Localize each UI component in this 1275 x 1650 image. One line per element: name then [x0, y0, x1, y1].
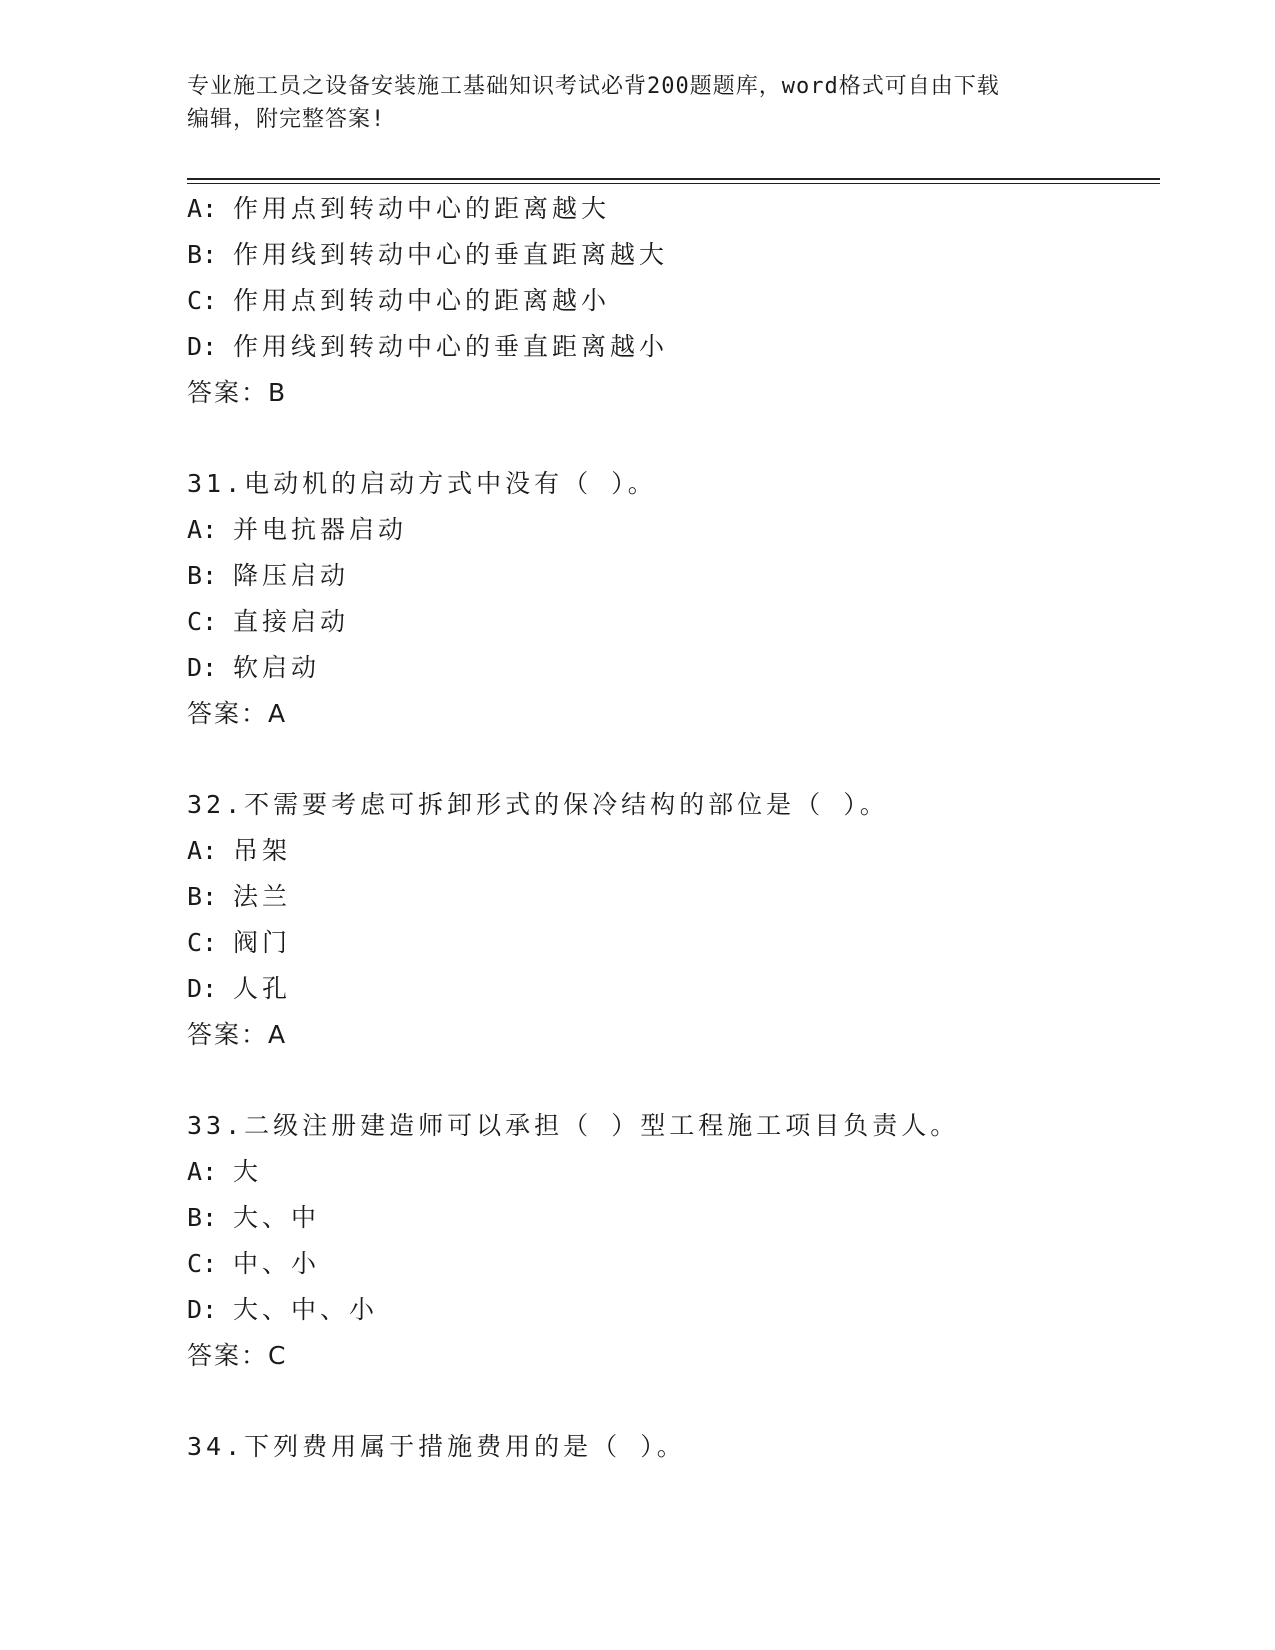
header-title-line-1: 专业施工员之设备安装施工基础知识考试必背200题题库，word格式可自由下载	[187, 74, 1000, 99]
spacer	[187, 737, 1160, 782]
header-divider	[187, 178, 1160, 184]
header-title-line-2: 编辑，附完整答案!	[187, 107, 386, 132]
answer-line: 答案：A	[187, 699, 288, 728]
option-c	[187, 599, 1160, 645]
option-text: 大、中	[233, 1203, 321, 1232]
option-key: B:	[187, 240, 218, 269]
option-key: C:	[187, 1249, 218, 1278]
question-list	[187, 186, 1160, 1470]
option-text: 大、中、小	[233, 1295, 379, 1324]
divider-line-thin	[187, 183, 1160, 184]
option-text: 作用点到转动中心的距离越小	[233, 286, 611, 315]
option-text: 软启动	[233, 653, 321, 682]
spacer	[187, 1379, 1160, 1424]
option-key: B:	[187, 882, 218, 911]
option-b	[187, 874, 1160, 920]
option-text: 并电抗器启动	[233, 515, 408, 544]
question-stem: 32.不需要考虑可拆卸形式的保冷结构的部位是（ ）。	[187, 790, 889, 819]
question-stem: 31.电动机的启动方式中没有（ ）。	[187, 469, 657, 498]
question-stem: 33.二级注册建造师可以承担（ ）型工程施工项目负责人。	[187, 1111, 960, 1140]
option-a	[187, 1149, 1160, 1195]
option-key: D:	[187, 974, 218, 1003]
divider-line-thick	[187, 178, 1160, 180]
option-text: 中、小	[233, 1249, 321, 1278]
option-key: A:	[187, 836, 218, 865]
answer-line: 答案：C	[187, 1341, 288, 1370]
option-key: D:	[187, 653, 218, 682]
option-a	[187, 186, 1160, 232]
option-key: C:	[187, 928, 218, 957]
option-text: 大	[233, 1157, 263, 1186]
option-b	[187, 1195, 1160, 1241]
option-text: 人孔	[233, 974, 292, 1003]
option-key: D:	[187, 332, 218, 361]
option-key: A:	[187, 194, 218, 223]
answer-line: 答案：B	[187, 378, 288, 407]
option-text: 阀门	[233, 928, 292, 957]
question-block-carry-over	[187, 186, 1160, 416]
option-text: 作用线到转动中心的垂直距离越大	[233, 240, 669, 269]
option-d	[187, 324, 1160, 370]
option-c	[187, 920, 1160, 966]
option-text: 直接启动	[233, 607, 350, 636]
option-key: C:	[187, 607, 218, 636]
option-text: 作用线到转动中心的垂直距离越小	[233, 332, 669, 361]
question-block-34	[187, 1424, 1160, 1470]
option-key: B:	[187, 1203, 218, 1232]
option-text: 作用点到转动中心的距离越大	[233, 194, 611, 223]
question-block-33	[187, 1103, 1160, 1379]
spacer	[187, 416, 1160, 461]
option-key: A:	[187, 1157, 218, 1186]
option-b	[187, 553, 1160, 599]
option-a	[187, 828, 1160, 874]
option-key: D:	[187, 1295, 218, 1324]
option-text: 降压启动	[233, 561, 350, 590]
option-key: B:	[187, 561, 218, 590]
answer-line: 答案：A	[187, 1020, 288, 1049]
option-a	[187, 507, 1160, 553]
question-block-31	[187, 461, 1160, 737]
option-b	[187, 232, 1160, 278]
question-block-32	[187, 782, 1160, 1058]
option-c	[187, 1241, 1160, 1287]
spacer	[187, 1058, 1160, 1103]
option-text: 法兰	[233, 882, 292, 911]
option-d	[187, 645, 1160, 691]
option-c	[187, 278, 1160, 324]
question-stem: 34.下列费用属于措施费用的是（ ）。	[187, 1432, 686, 1461]
option-key: A:	[187, 515, 218, 544]
document-header	[187, 70, 1087, 136]
option-key: C:	[187, 286, 218, 315]
option-d	[187, 966, 1160, 1012]
option-text: 吊架	[233, 836, 292, 865]
option-d	[187, 1287, 1160, 1333]
